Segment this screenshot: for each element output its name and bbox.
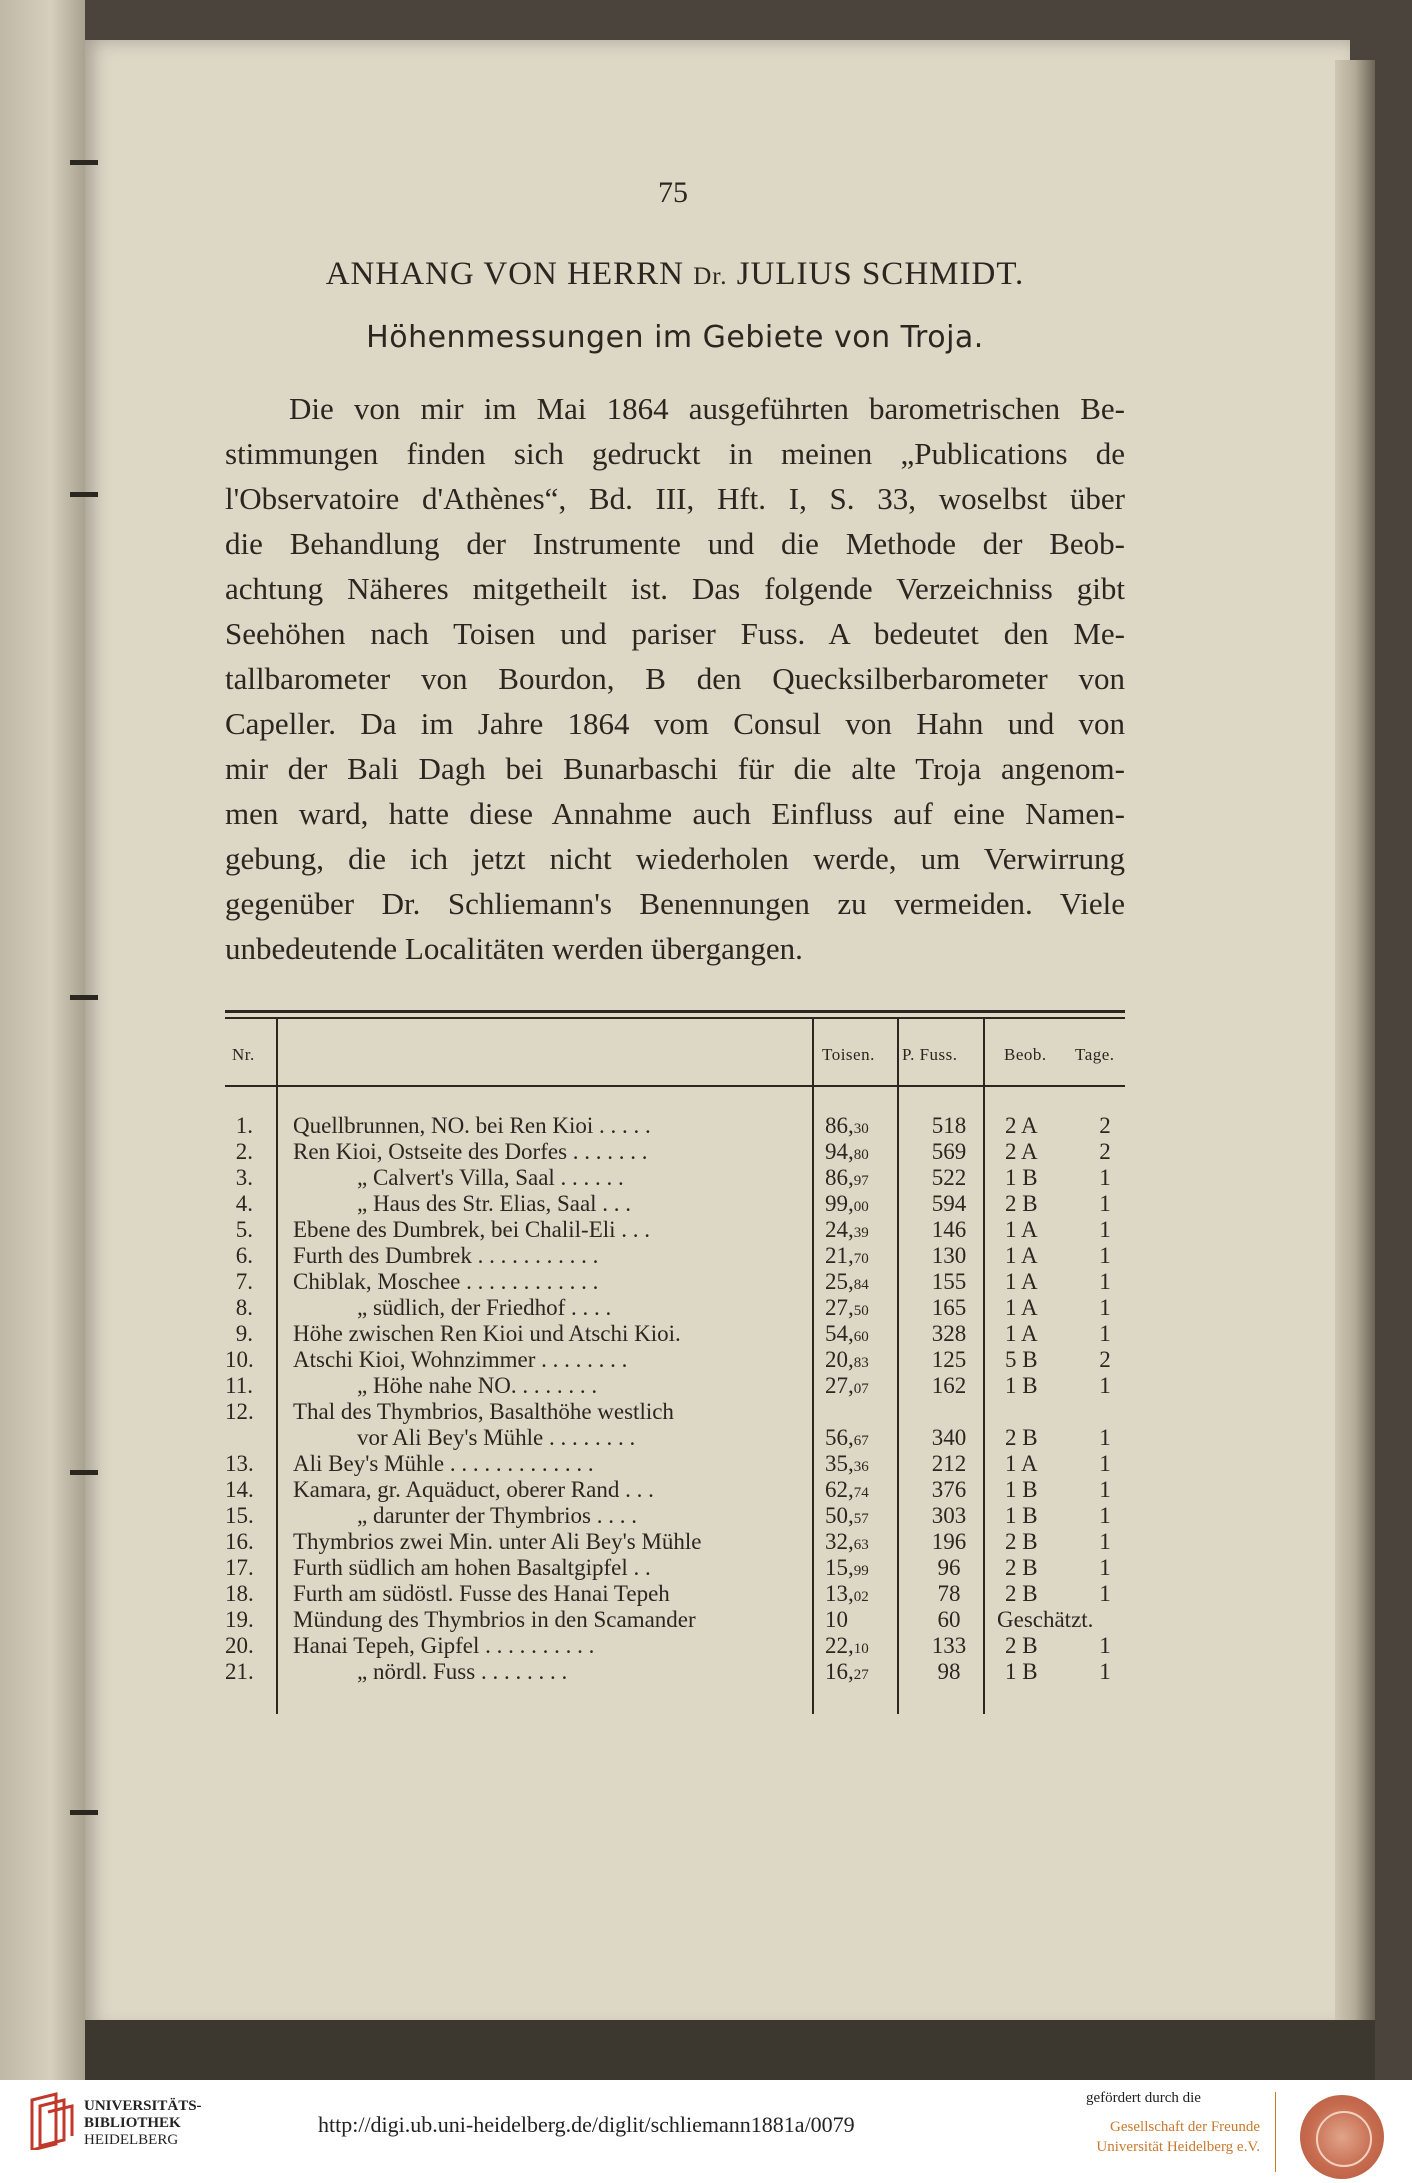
thread-mark: [70, 492, 98, 497]
observation-value: 2 B: [1005, 1581, 1038, 1606]
location-name: Quellbrunnen, NO. bei Ren Kioi . . . . .: [293, 1113, 651, 1138]
table-row: [225, 1659, 1125, 1685]
location-name: Furth südlich am hohen Basaltgipfel . .: [293, 1555, 651, 1580]
paragraph-line: unbedeutende Localitäten werden übergangen.: [225, 931, 803, 966]
library-line: HEIDELBERG: [84, 2132, 179, 2148]
row-number: 7.: [235, 1269, 253, 1294]
table-row: [225, 1217, 1125, 1243]
table-row: [225, 1191, 1125, 1217]
paragraph-line: stimmungen finden sich gedruckt in meinen „Publications de: [225, 436, 1125, 471]
toisen-decimal: 80: [853, 1147, 869, 1163]
toisen-integer: 50,: [825, 1503, 854, 1528]
row-number: 19.: [225, 1607, 254, 1632]
observation-value: 2 B: [1005, 1425, 1038, 1450]
toisen-integer: 21,: [825, 1243, 854, 1268]
column-header-fuss: P. Fuss.: [902, 1045, 958, 1064]
observation-value: 1 A: [1005, 1217, 1038, 1242]
observation-value: 1 A: [1005, 1321, 1038, 1346]
location-name: „ Haus des Str. Elias, Saal . . .: [357, 1191, 632, 1216]
location-name: Ali Bey's Mühle . . . . . . . . . . . . .: [293, 1451, 594, 1476]
location-name: Hanai Tepeh, Gipfel . . . . . . . . . .: [293, 1633, 595, 1658]
table-top-rule: [225, 1010, 1125, 1013]
location-name: Kamara, gr. Aquäduct, oberer Rand . . .: [293, 1477, 654, 1502]
location-name: „ Calvert's Villa, Saal . . . . . .: [357, 1165, 624, 1190]
thread-mark: [70, 160, 98, 165]
table-row: [225, 1113, 1125, 1139]
toisen-decimal: 07: [853, 1381, 869, 1397]
toisen-integer: 13,: [825, 1581, 854, 1606]
toisen-decimal: 00: [853, 1199, 869, 1215]
fuss-value: 125: [931, 1347, 967, 1372]
fuss-value: 594: [931, 1191, 967, 1216]
toisen-decimal: 39: [853, 1225, 869, 1241]
row-number: 14.: [225, 1477, 254, 1502]
table-row: [225, 1451, 1125, 1477]
toisen-value: [825, 1503, 905, 1532]
table-row: [225, 1503, 1125, 1529]
toisen-value: [825, 1581, 905, 1610]
days-value: 2: [1099, 1139, 1111, 1164]
toisen-integer: 32,: [825, 1529, 854, 1554]
days-value: 1: [1099, 1243, 1111, 1268]
toisen-decimal: 99: [853, 1563, 869, 1579]
toisen-value: [825, 1139, 905, 1168]
observation-value: 1 B: [1005, 1659, 1038, 1684]
fuss-value: 518: [931, 1113, 967, 1138]
row-number: 20.: [225, 1633, 254, 1658]
observation-value: 2 B: [1005, 1555, 1038, 1580]
days-value: 1: [1099, 1659, 1111, 1684]
days-value: 1: [1099, 1477, 1111, 1502]
table-row: [225, 1425, 1125, 1451]
toisen-value: [825, 1659, 905, 1688]
toisen-value: [825, 1633, 905, 1662]
days-value: 1: [1099, 1425, 1111, 1450]
column-header-beob: Beob.: [1004, 1045, 1047, 1064]
table-top-rule-thin: [225, 1017, 1125, 1019]
toisen-value: [825, 1113, 905, 1142]
table-row: [225, 1347, 1125, 1373]
toisen-decimal: 84: [853, 1277, 869, 1293]
toisen-value: [825, 1477, 905, 1506]
toisen-decimal: 50: [853, 1303, 869, 1319]
heading-dr: Dr.: [693, 263, 728, 290]
sponsor-label: gefördert durch die: [1086, 2090, 1201, 2106]
paragraph-line: Seehöhen nach Toisen und pariser Fuss. A bedeutet den Me-: [225, 616, 1125, 651]
days-value: 1: [1099, 1217, 1111, 1242]
permalink-url[interactable]: http://digi.ub.uni-heidelberg.de/diglit/schliemann1881a/0079: [318, 2112, 855, 2137]
paragraph-line: men ward, hatte diese Annahme auch Einfluss auf eine Namen-: [225, 796, 1125, 831]
row-number: 21.: [225, 1659, 254, 1684]
toisen-integer: 62,: [825, 1477, 854, 1502]
toisen-value: [825, 1607, 905, 1636]
location-name: vor Ali Bey's Mühle . . . . . . . .: [357, 1425, 636, 1450]
fuss-value: 165: [931, 1295, 967, 1320]
table-row: [225, 1373, 1125, 1399]
paragraph-line: gebung, die ich jetzt nicht wiederholen werde, um Verwirrung: [225, 841, 1125, 876]
toisen-integer: 35,: [825, 1451, 854, 1476]
page-heading: [200, 256, 1150, 293]
toisen-decimal: 30: [853, 1121, 869, 1137]
toisen-integer: 22,: [825, 1633, 854, 1658]
toisen-decimal: 60: [853, 1329, 869, 1345]
toisen-integer: 25,: [825, 1269, 854, 1294]
location-name: Thymbrios zwei Min. unter Ali Bey's Mühle: [293, 1529, 702, 1554]
location-name: „ nördl. Fuss . . . . . . . .: [357, 1659, 568, 1684]
days-value: 1: [1099, 1581, 1111, 1606]
toisen-integer: 86,: [825, 1113, 854, 1138]
table-row: [225, 1165, 1125, 1191]
toisen-value: [825, 1165, 905, 1194]
location-name: „ Höhe nahe NO. . . . . . . .: [357, 1373, 598, 1398]
observation-value: 1 B: [1005, 1165, 1038, 1190]
column-header-nr: Nr.: [232, 1045, 255, 1064]
estimate-note: Geschätzt.: [997, 1607, 1094, 1632]
fuss-value: 130: [931, 1243, 967, 1268]
toisen-decimal: 63: [853, 1537, 869, 1553]
toisen-decimal: 70: [853, 1251, 869, 1267]
toisen-value: [825, 1425, 905, 1454]
location-name: Ren Kioi, Ostseite des Dorfes . . . . . . .: [293, 1139, 648, 1164]
toisen-integer: 24,: [825, 1217, 854, 1242]
bottom-shadow: [85, 2020, 1375, 2080]
table-row: [225, 1581, 1125, 1607]
location-name: „ südlich, der Friedhof . . . .: [357, 1295, 612, 1320]
table-row: [225, 1321, 1125, 1347]
observation-value: 5 B: [1005, 1347, 1038, 1372]
paragraph-line: Die von mir im Mai 1864 ausgeführten barometrischen Be-: [289, 391, 1125, 426]
fuss-value: 303: [931, 1503, 967, 1528]
days-value: 1: [1099, 1503, 1111, 1528]
toisen-decimal: 02: [853, 1589, 869, 1605]
paragraph-line: Capeller. Da im Jahre 1864 vom Consul von Hahn und von: [225, 706, 1125, 741]
days-value: 1: [1099, 1529, 1111, 1554]
toisen-decimal: 83: [853, 1355, 869, 1371]
page-subheading: Höhenmessungen im Gebiete von Troja.: [366, 320, 984, 355]
days-value: 1: [1099, 1373, 1111, 1398]
sponsor-line: Universität Heidelberg e.V.: [1096, 2139, 1260, 2155]
days-value: 2: [1099, 1347, 1111, 1372]
days-value: 1: [1099, 1321, 1111, 1346]
row-number: 11.: [225, 1373, 253, 1398]
toisen-value: [825, 1555, 905, 1584]
paragraph-line: l'Observatoire d'Athènes“, Bd. III, Hft. I, S. 33, woselbst über: [225, 481, 1125, 516]
row-number: 13.: [225, 1451, 254, 1476]
library-logo-icon: [28, 2092, 76, 2150]
fuss-value: 212: [931, 1451, 967, 1476]
university-seal-ring: [1316, 2111, 1372, 2167]
location-name: Furth am südöstl. Fusse des Hanai Tepeh: [293, 1581, 670, 1606]
fuss-value: 569: [931, 1139, 967, 1164]
thread-mark: [70, 1810, 98, 1815]
table-row: [225, 1399, 1125, 1425]
toisen-integer: 54,: [825, 1321, 854, 1346]
toisen-integer: 94,: [825, 1139, 854, 1164]
toisen-integer: 10: [825, 1607, 848, 1632]
location-name: Thal des Thymbrios, Basalthöhe westlich: [293, 1399, 674, 1424]
sponsor-divider: [1275, 2092, 1276, 2172]
toisen-decimal: 27: [853, 1667, 869, 1683]
table-row: [225, 1269, 1125, 1295]
toisen-integer: 99,: [825, 1191, 854, 1216]
fuss-value: 98: [937, 1659, 961, 1684]
observation-value: 1 A: [1005, 1243, 1038, 1268]
row-number: 16.: [225, 1529, 254, 1554]
page-number: 75: [658, 176, 688, 209]
observation-value: 1 A: [1005, 1451, 1038, 1476]
row-number: 4.: [235, 1191, 253, 1216]
fuss-value: 328: [931, 1321, 967, 1346]
row-number: 15.: [225, 1503, 254, 1528]
fuss-value: 162: [931, 1373, 967, 1398]
observation-value: 2 A: [1005, 1113, 1038, 1138]
days-value: 1: [1099, 1165, 1111, 1190]
toisen-value: [825, 1295, 905, 1324]
row-number: 8.: [235, 1295, 253, 1320]
fuss-value: 340: [931, 1425, 967, 1450]
row-number: 3.: [235, 1165, 253, 1190]
fuss-value: 96: [937, 1555, 961, 1580]
location-name: Furth des Dumbrek . . . . . . . . . . .: [293, 1243, 599, 1268]
heading-name: JULIUS SCHMIDT.: [736, 256, 1025, 292]
toisen-value: [825, 1321, 905, 1350]
toisen-value: [825, 1243, 905, 1272]
thread-mark: [70, 1470, 98, 1475]
library-line: BIBLIOTHEK: [84, 2115, 181, 2131]
toisen-value: [825, 1373, 905, 1402]
toisen-integer: 20,: [825, 1347, 854, 1372]
location-name: Atschi Kioi, Wohnzimmer . . . . . . . .: [293, 1347, 628, 1372]
table-row: [225, 1555, 1125, 1581]
days-value: 1: [1099, 1633, 1111, 1658]
toisen-value: [825, 1217, 905, 1246]
observation-value: 1 B: [1005, 1373, 1038, 1398]
row-number: 2.: [235, 1139, 253, 1164]
fuss-value: 146: [931, 1217, 967, 1242]
table-row: [225, 1243, 1125, 1269]
table-row: [225, 1633, 1125, 1659]
left-page-edge: [0, 0, 85, 2080]
toisen-integer: 16,: [825, 1659, 854, 1684]
row-number: 10.: [225, 1347, 254, 1372]
row-number: 5.: [235, 1217, 253, 1242]
days-value: 1: [1099, 1191, 1111, 1216]
fuss-value: 376: [931, 1477, 967, 1502]
table-row: [225, 1295, 1125, 1321]
column-header-toisen: Toisen.: [822, 1045, 875, 1064]
row-number: 18.: [225, 1581, 254, 1606]
days-value: 2: [1099, 1113, 1111, 1138]
location-name: Chiblak, Moschee . . . . . . . . . . . .: [293, 1269, 599, 1294]
paragraph-line: gegenüber Dr. Schliemann's Benennungen zu vermeiden. Viele: [225, 886, 1125, 921]
fuss-value: 133: [931, 1633, 967, 1658]
toisen-decimal: 67: [853, 1433, 869, 1449]
sponsor-line: Gesellschaft der Freunde: [1110, 2119, 1260, 2135]
observation-value: 1 A: [1005, 1269, 1038, 1294]
location-name: Höhe zwischen Ren Kioi und Atschi Kioi.: [293, 1321, 681, 1346]
fuss-value: 522: [931, 1165, 967, 1190]
toisen-decimal: 57: [853, 1511, 869, 1527]
toisen-integer: 15,: [825, 1555, 854, 1580]
days-value: 1: [1099, 1295, 1111, 1320]
sponsor-name: [1070, 2117, 1260, 2157]
toisen-value: [825, 1529, 905, 1558]
toisen-decimal: 36: [853, 1459, 869, 1475]
paragraph-line: die Behandlung der Instrumente und die Methode der Beob-: [225, 526, 1125, 561]
table-row: [225, 1139, 1125, 1165]
observation-value: 2 A: [1005, 1139, 1038, 1164]
paragraph-line: tallbarometer von Bourdon, B den Quecksilberbarometer von: [225, 661, 1125, 696]
observation-value: 1 B: [1005, 1477, 1038, 1502]
row-number: 9.: [235, 1321, 253, 1346]
toisen-decimal: 74: [853, 1485, 869, 1501]
fuss-value: 60: [937, 1607, 961, 1632]
location-name: Ebene des Dumbrek, bei Chalil-Eli . . .: [293, 1217, 651, 1242]
heading-main: ANHANG VON HERRN: [325, 256, 684, 292]
toisen-integer: 27,: [825, 1295, 854, 1320]
days-value: 1: [1099, 1451, 1111, 1476]
library-name: [84, 2098, 202, 2149]
row-number: 17.: [225, 1555, 254, 1580]
toisen-decimal: 97: [853, 1173, 869, 1189]
thread-mark: [70, 995, 98, 1000]
toisen-value: [825, 1347, 905, 1376]
library-line: UNIVERSITÄTS-: [84, 2098, 202, 2114]
paragraph-line: mir der Bali Dagh bei Bunarbaschi für die alte Troja angenom-: [225, 751, 1125, 786]
days-value: 1: [1099, 1555, 1111, 1580]
table-row: [225, 1529, 1125, 1555]
toisen-integer: 56,: [825, 1425, 854, 1450]
toisen-decimal: 10: [853, 1641, 869, 1657]
observation-value: 2 B: [1005, 1529, 1038, 1554]
toisen-value: [825, 1451, 905, 1480]
observation-value: 2 B: [1005, 1633, 1038, 1658]
column-header-tage: Tage.: [1075, 1045, 1115, 1064]
page-right-edge: [1335, 60, 1375, 2020]
row-number: 6.: [235, 1243, 253, 1268]
paragraph-line: achtung Näheres mitgetheilt ist. Das folgende Verzeichniss gibt: [225, 571, 1125, 606]
table-row: [225, 1607, 1125, 1633]
location-name: Mündung des Thymbrios in den Scamander: [293, 1607, 696, 1632]
toisen-value: [825, 1269, 905, 1298]
table-header-rule: [225, 1085, 1125, 1087]
intro-paragraph: [225, 386, 1125, 971]
observation-value: 1 A: [1005, 1295, 1038, 1320]
fuss-value: 155: [931, 1269, 967, 1294]
table-row: [225, 1477, 1125, 1503]
days-value: 1: [1099, 1269, 1111, 1294]
row-number: 12.: [225, 1399, 254, 1424]
fuss-value: 78: [937, 1581, 961, 1606]
observation-value: 1 B: [1005, 1503, 1038, 1528]
toisen-value: [825, 1191, 905, 1220]
fuss-value: 196: [931, 1529, 967, 1554]
toisen-integer: 27,: [825, 1373, 854, 1398]
observation-value: 2 B: [1005, 1191, 1038, 1216]
location-name: „ darunter der Thymbrios . . . .: [357, 1503, 637, 1528]
toisen-integer: 86,: [825, 1165, 854, 1190]
row-number: 1.: [235, 1113, 253, 1138]
